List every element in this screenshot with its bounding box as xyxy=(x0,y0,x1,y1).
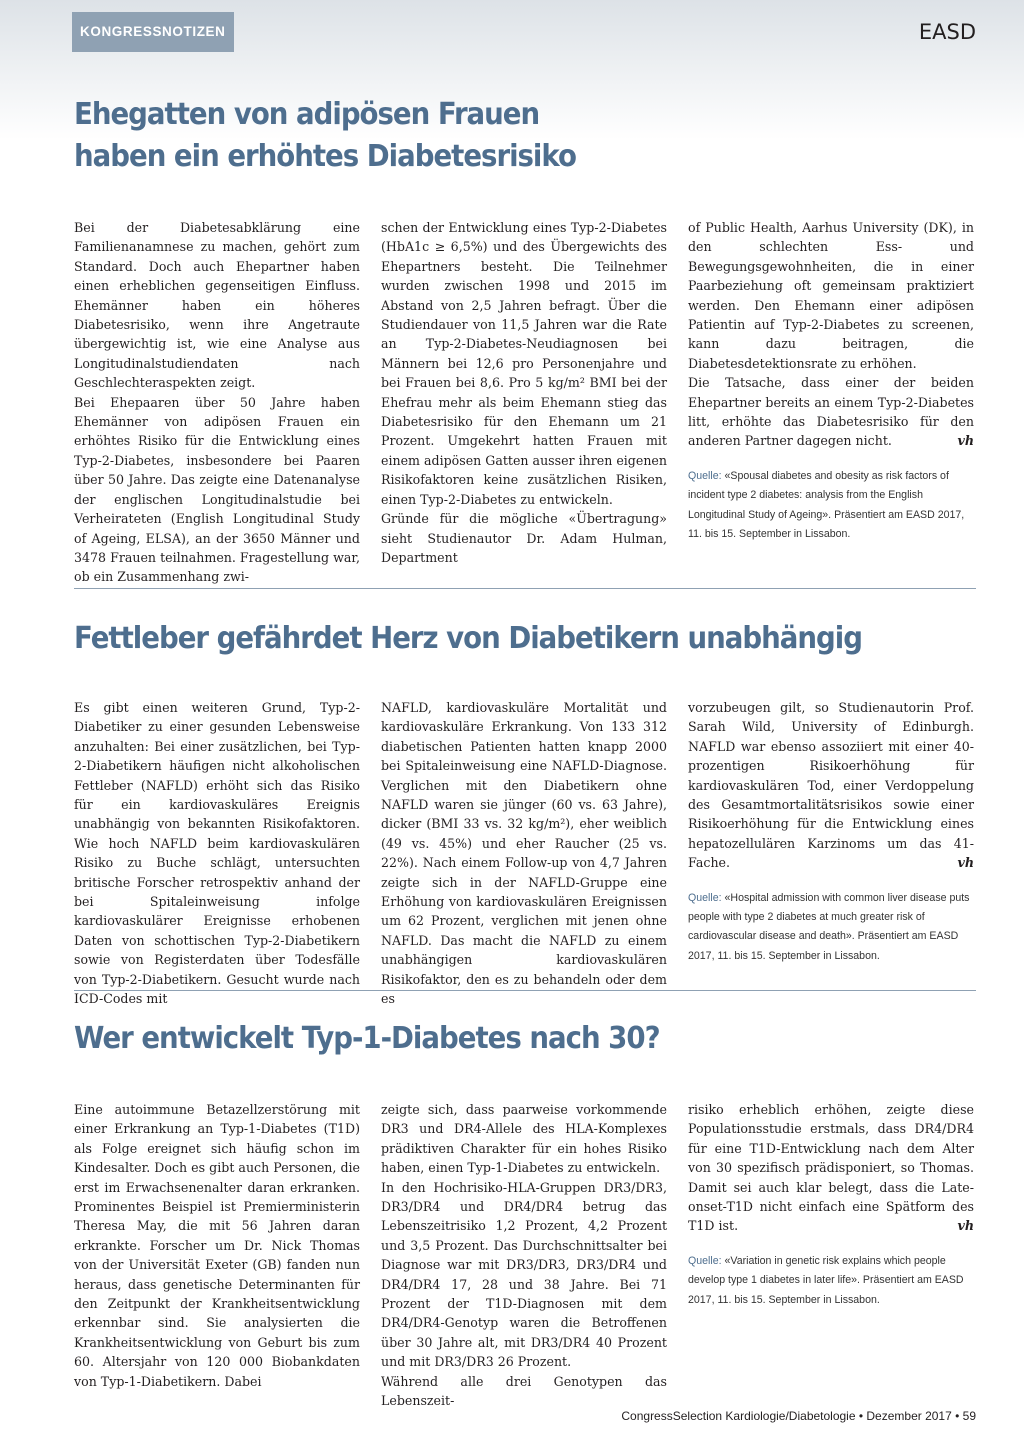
title-line: Fettleber gefährdet Herz von Diabetikern unabhängig xyxy=(74,621,862,656)
paragraph: zeigte sich, dass paarweise vorkommende DR3 und DR4-Allele des HLA-Komplexes prädiktiven Charakter für ein hohes Risiko haben, einen Typ-1-Diabetes zu entwickeln. xyxy=(381,1102,667,1176)
article-1-title xyxy=(74,94,576,178)
source-note xyxy=(688,889,974,967)
paragraph: Bei der Diabetesabklärung eine Familienanamnese zu machen, gehört zum Standard. Doch auch Ehepartner haben einen erheblichen gegenseitigen Einfluss. Ehemänner haben ein höheres Diabetesrisiko, wenn ihre Angetraute übergewichtig ist, wie eine Analyse aus Longitudinalstudiendaten nach Geschlechteraspekten zeigt. xyxy=(74,220,360,391)
source-note xyxy=(688,467,974,545)
article-3-column-1 xyxy=(74,1100,360,1391)
article-1-column-1 xyxy=(74,218,360,587)
article-1-column-3 xyxy=(688,218,974,545)
paragraph-text: vorzubeugen gilt, so Studienautorin Prof. Sarah Wild, University of Edinburgh. NAFLD war ebenso assoziiert mit einer 40-prozentigen Risikoerhöhung für kardiovaskulären Tod, einer Verdoppelung des Gesamtmortalitätsrisikos sowie einer Risikoerhöhung für die Entwicklung eines hepatozellulären Karzinoms um das 41-Fache. xyxy=(688,700,974,871)
article-3-column-3 xyxy=(688,1100,974,1310)
paragraph-text: Die Tatsache, dass einer der beiden Ehepartner bereits an einem Typ-2-Diabetes litt, erhöhte das Diabetesrisiko für den anderen Partner dagegen nicht. xyxy=(688,375,974,449)
source-text: «Variation in genetic risk explains which people develop type 1 diabetes in later life». Präsentiert am EASD 2017, 11. bis 15. September in Lissabon. xyxy=(688,1254,964,1306)
article-2-column-1 xyxy=(74,698,360,1009)
source-label: Quelle: xyxy=(688,1254,722,1267)
article-2-title xyxy=(74,618,862,660)
paragraph: In den Hochrisiko-HLA-Gruppen DR3/DR3, DR3/DR4 und DR4/DR4 betrug das Lebenszeitrisiko 1,2 Prozent, 4,2 Prozent und 3,5 Prozent. Das Durchschnittsalter bei Diagnose war mit DR3/DR3, DR3/DR4 und DR4/DR4 17, 28 und 38 Jahre. Bei 71 Prozent der T1D-Diagnosen mit dem DR4/DR4-Genotyp waren die Betroffenen über 30 Jahre alt, mit DR3/DR4 40 Prozent und mit DR3/DR3 26 Prozent. xyxy=(381,1179,667,1370)
section-divider xyxy=(74,990,976,991)
paragraph: Gründe für die mögliche «Übertragung» sieht Studienautor Dr. Adam Hulman, Department xyxy=(381,511,667,565)
paragraph: Während alle drei Genotypen das Lebenszeit- xyxy=(381,1373,667,1409)
paragraph: NAFLD, kardiovaskuläre Mortalität und kardiovaskuläre Erkrankung. Von 133 312 diabetischen Patienten hatten knapp 2000 bei Spitaleinweisung eine NAFLD-Diagnose. Verglichen mit den Diabetikern ohne NAFLD waren sie jünger (60 vs. 63 Jahre), dicker (BMI 33 vs. 32 kg/m²), eher weiblich (49 vs. 45%) und eher Raucher (25 vs. 22%). Nach einem Follow-up von 4,7 Jahren zeigte sich in der NAFLD-Gruppe eine Erhöhung von kardiovaskulären Ereignissen um 62 Prozent, verglichen mit jenen ohne NAFLD. Das macht die NAFLD zu einem unabhängigen kardiovaskulären Risikofaktor, den es zu behandeln oder dem es xyxy=(381,700,667,1007)
article-1-column-2 xyxy=(381,218,667,567)
source-text: «Spousal diabetes and obesity as risk factors of incident type 2 diabetes: analysis from the English Longitudinal Study of Ageing». Präsentiert am EASD 2017, 11. bis 15. September in Lissabon. xyxy=(688,469,965,541)
source-text: «Hospital admission with common liver disease puts people with type 2 diabetes at much greater risk of cardiovascular disease and death». Präsentiert am EASD 2017, 11. bis 15. September in Lissabon. xyxy=(688,891,970,962)
paragraph: of Public Health, Aarhus University (DK), in den schlechten Ess- und Bewegungsgewohnheiten, die in einer Paarbeziehung oft gemeinsam praktiziert werden. Den Ehemann einer adipösen Patientin auf Typ-2-Diabetes zu screenen, kann dazu beitragen, die Diabetesdetektionsrate zu erhöhen. xyxy=(688,220,974,371)
title-line: haben ein erhöhtes Diabetesrisiko xyxy=(74,139,576,174)
title-line: Ehegatten von adipösen Frauen xyxy=(74,97,540,132)
paragraph: schen der Entwicklung eines Typ-2-Diabetes (HbA1c ≥ 6,5%) und des Übergewichts des Ehepartners besteht. Die Teilnehmer wurden zwischen 1998 und 2015 im Abstand von 2,5 Jahren befragt. Über die Studiendauer von 11,5 Jahren war die Rate an Typ-2-Diabetes-Neudiagnosen bei Männern bei 12,6 pro Personenjahre und bei Frauen bei 8,6. Pro 5 kg/m² BMI bei der Ehefrau mehr als beim Ehemann stieg das Diabetesrisiko für den Ehemann um 21 Prozent. Umgekehrt hatten Frauen mit einem adipösen Gatten ausser ihren eigenen Risikofaktoren keine zusätzlichen Risiken, einen Typ-2-Diabetes zu entwickeln. xyxy=(381,220,667,507)
section-divider xyxy=(74,588,976,589)
article-3-title xyxy=(74,1018,660,1060)
author-signature: vh xyxy=(957,855,974,871)
source-label: Quelle: xyxy=(688,891,722,904)
section-tag: EASD xyxy=(918,20,976,44)
paragraph-text: risiko erheblich erhöhen, zeigte diese Populationsstudie erstmals, dass DR4/DR4 für eine T1D-Entwicklung nach dem Alter von 30 spezifisch prädisponiert, so Thomas. Damit sei auch klar belegt, dass die Late-onset-T1D nicht einfach eine Spätform des T1D ist. xyxy=(688,1102,974,1234)
paragraph-last xyxy=(688,373,974,451)
article-2-column-3 xyxy=(688,698,974,966)
source-note xyxy=(688,1252,974,1310)
author-signature: vh xyxy=(957,1218,974,1234)
page-footer: CongressSelection Kardiologie/Diabetologie • Dezember 2017 • 59 xyxy=(621,1409,976,1423)
source-label: Quelle: xyxy=(688,469,722,482)
paragraph: Es gibt einen weiteren Grund, Typ-2-Diabetiker zu einer gesunden Lebensweise anzuhalten: Bei einer zusätzlichen, bei Typ-2-Diabetikern häufigen nicht alkoholischen Fettleber (NAFLD) erhöht sich das Risiko für ein kardiovaskuläres Ereignis unabhängig von bekannten Risikofaktoren. Wie hoch NAFLD beim kardiovaskulären Risiko zu Buche schlägt, untersuchten britische Forscher retrospektiv anhand der bei Spitaleinweisung infolge kardiovaskulärer Ereignisse erhobenen Daten von schottischen Typ-2-Diabetikern sowie von Registerdaten über Todesfälle von Typ-2-Diabetikern. Gesucht wurde nach ICD-Codes mit xyxy=(74,700,360,1007)
paragraph: Eine autoimmune Betazellzerstörung mit einer Erkrankung an Typ-1-Diabetes (T1D) als Folge ereignet sich häufig schon im Kindesalter. Doch es gibt auch Personen, die erst im Erwachsenenalter daran erkranken. Prominentes Beispiel ist Premierministerin Theresa May, die mit 56 Jahren daran erkrankte. Forscher um Dr. Nick Thomas von der Universität Exeter (GB) fanden nun heraus, dass genetische Determinanten für den Zeitpunkt der Krankheitsentwicklung erkennbar sind. Sie analysierten die Krankheitsentwicklung von Geburt bis zum 60. Altersjahr von 120 000 Biobankdaten von Typ-1-Diabetikern. Dabei xyxy=(74,1102,360,1389)
title-line: Wer entwickelt Typ-1-Diabetes nach 30? xyxy=(74,1021,660,1056)
article-3-column-2 xyxy=(381,1100,667,1411)
author-signature: vh xyxy=(957,433,974,449)
article-2-column-2 xyxy=(381,698,667,1009)
section-kicker: KONGRESSNOTIZEN xyxy=(72,12,234,52)
paragraph-last xyxy=(688,1100,974,1236)
paragraph-last xyxy=(688,698,974,873)
paragraph: Bei Ehepaaren über 50 Jahre haben Ehemänner von adipösen Frauen ein erhöhtes Risiko für die Entwicklung eines Typ-2-Diabetes, insbesondere bei Paaren über 50 Jahre. Das zeigte eine Datenanalyse der englischen Longitudinalstudie bei Verheirateten (English Longitudinal Study of Ageing, ELSA), an der 3650 Männer und 3478 Frauen teilnahmen. Fragestellung war, ob ein Zusammenhang zwi- xyxy=(74,394,360,585)
